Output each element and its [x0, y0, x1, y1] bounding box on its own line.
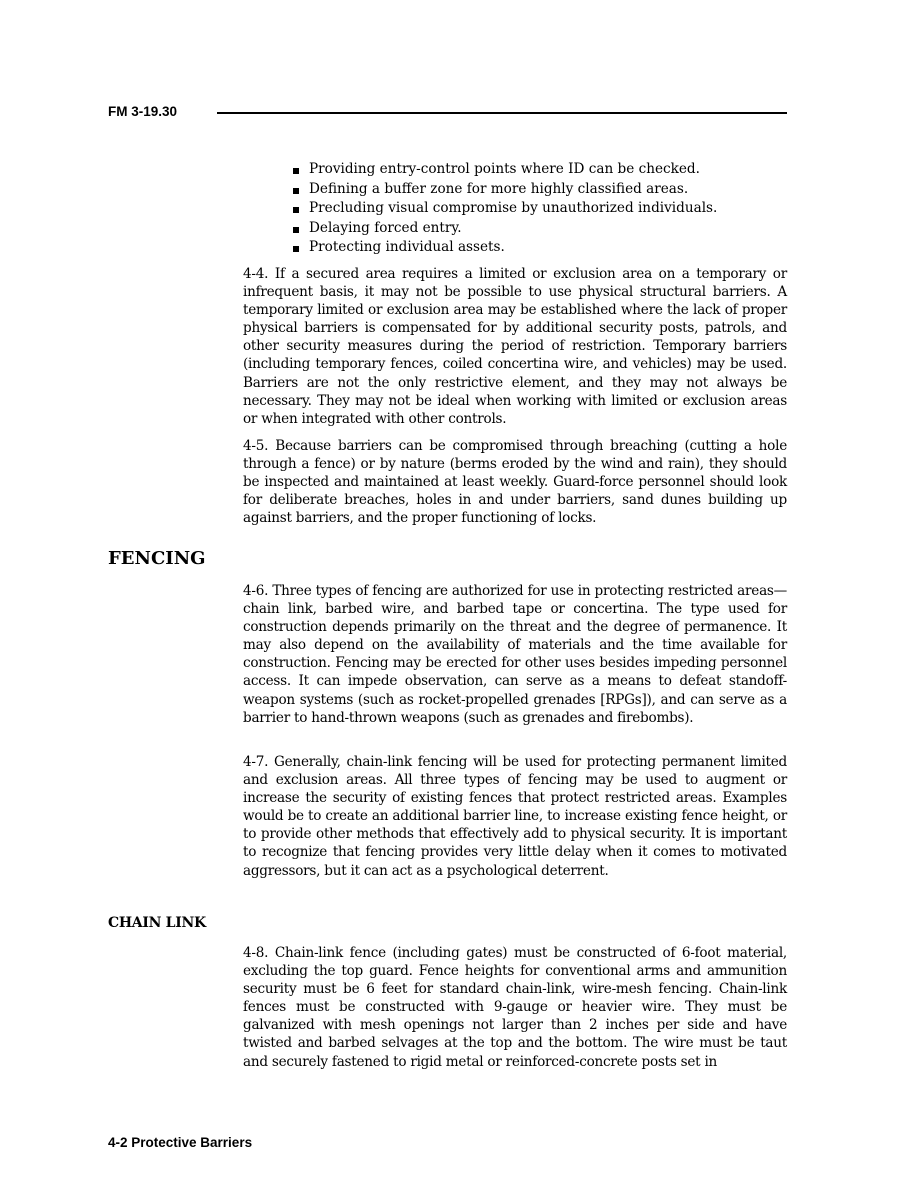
list-item-text: Protecting individual assets. [309, 239, 505, 256]
list-item-text: Providing entry-control points where ID can be checked. [309, 161, 700, 177]
list-item-text: Precluding visual compromise by unauthorized individuals. [309, 200, 718, 217]
header-rule [217, 112, 787, 114]
list-item [293, 160, 793, 180]
page-footer: 4-2 Protective Barriers [108, 1135, 253, 1150]
bullet-icon [293, 227, 299, 233]
list-item-text: Delaying forced entry. [309, 219, 462, 236]
paragraph-4-8: 4-8. Chain-link fence (including gates) must be constructed of 6-foot material, excluding the top guard. Fence heights for conventional arms and ammunition security must be 6 feet for standard chain-link, wire-mesh fencing. Chain-link fences must be constructed with 9-gauge or heavier wire. They must be galvanized with mesh openings not larger than 2 inches per side and have twisted and barbed selvages at the top and the bottom. The wire must be taut and securely fastened to rigid metal or reinforced-concrete posts set in [243, 945, 787, 1070]
paragraph-4-7: 4-7. Generally, chain-link fencing will be used for protecting permanent limited and exclusion areas. All three types of fencing may be used to augment or increase the security of existing fences that protect restricted areas. Examples would be to create an additional barrier line, to increase existing fence height, or to provide other methods that effectively add to physical security. It is important to recognize that fencing provides very little delay when it comes to motivated aggressors, but it can act as a psychological deterrent. [243, 754, 787, 879]
list-item-text: Defining a buffer zone for more highly classified areas. [309, 180, 689, 197]
list-item [293, 199, 793, 219]
subsection-heading-chain-link: CHAIN LINK [108, 915, 206, 931]
bullet-icon [293, 246, 299, 252]
bullet-list [293, 160, 793, 258]
list-item [293, 238, 793, 258]
running-header: FM 3-19.30 [108, 104, 178, 119]
bullet-icon [293, 188, 299, 194]
section-heading-fencing: FENCING [108, 548, 206, 569]
list-item [293, 180, 793, 200]
paragraph-4-5: 4-5. Because barriers can be compromised through breaching (cutting a hole through a fence) or by nature (berms eroded by the wind and rain), they should be inspected and maintained at least weekly. Guard-force personnel should look for deliberate breaches, holes in and under barriers, sand dunes building up against barriers, and the proper functioning of locks. [243, 438, 787, 527]
paragraph-4-6: 4-6. Three types of fencing are authorized for use in protecting restricted areas—chain link, barbed wire, and barbed tape or concertina. The type used for construction depends primarily on the threat and the degree of permanence. It may also depend on the availability of materials and the time available for construction. Fencing may be erected for other uses besides impeding personnel access. It can impede observation, can serve as a means to defeat standoff-weapon systems (such as rocket-propelled grenades [RPGs]), and can serve as a barrier to hand-thrown weapons (such as grenades and firebombs). [243, 583, 787, 726]
list-item [293, 219, 793, 239]
bullet-icon [293, 207, 299, 213]
paragraph-4-4: 4-4. If a secured area requires a limited or exclusion area on a temporary or infrequent basis, it may not be possible to use physical structural barriers. A temporary limited or exclusion area may be established where the lack of proper physical barriers is compensated for by additional security posts, patrols, and other security measures during the period of restriction. Temporary barriers (including temporary fences, coiled concertina wire, and vehicles) may be used. Barriers are not the only restrictive element, and they may not always be necessary. They may not be ideal when working with limited or exclusion areas or when integrated with other controls. [243, 266, 787, 427]
bullet-icon [293, 168, 299, 174]
